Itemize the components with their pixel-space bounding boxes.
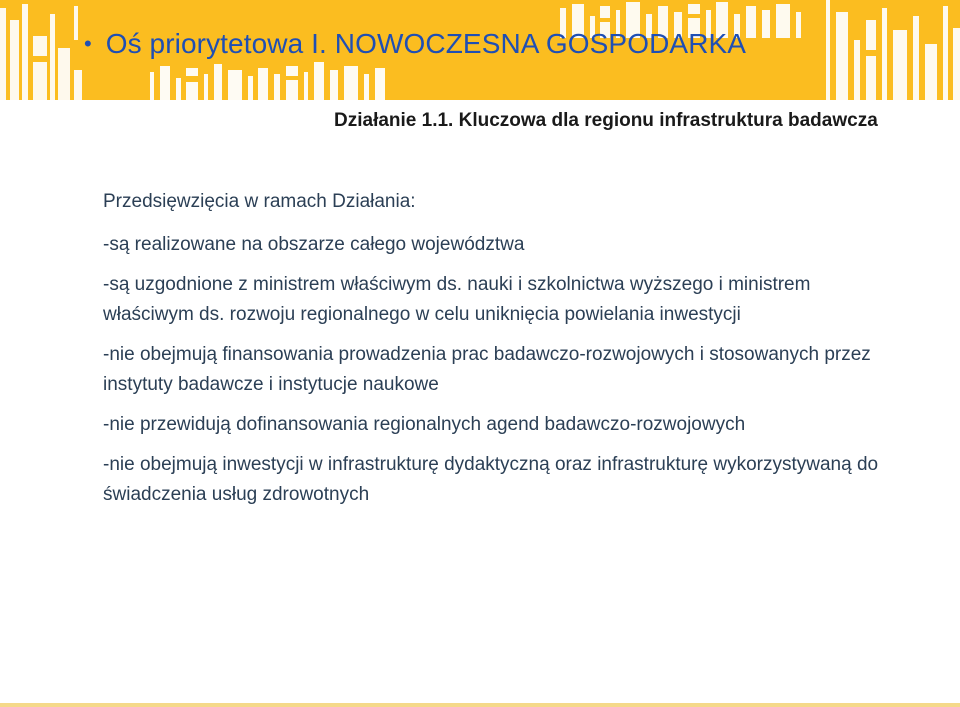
bottom-divider bbox=[0, 703, 960, 707]
slide-title: Oś priorytetowa I. NOWOCZESNA GOSPODARKA bbox=[105, 28, 747, 59]
list-item: -nie przewidują dofinansowania regionalnych agend badawczo-rozwojowych bbox=[103, 414, 746, 435]
bullet-icon: • bbox=[84, 31, 92, 56]
list-item: -są uzgodnione z ministrem właściwym ds. nauki i szkolnictwa wyższego i ministrem właściwym ds. rozwoju regionalnego w celu uniknięcia powielania inwestycji bbox=[103, 274, 811, 325]
content-heading: Przedsięwzięcia w ramach Działania: bbox=[103, 191, 416, 212]
list-item: -nie obejmują finansowania prowadzenia prac badawczo-rozwojowych i stosowanych przez instytuty badawcze i instytucje naukowe bbox=[103, 344, 871, 395]
slide-title-row bbox=[84, 30, 746, 58]
list-item: -są realizowane na obszarze całego województwa bbox=[103, 234, 525, 255]
content-body bbox=[103, 190, 893, 520]
list-item: -nie obejmują inwestycji w infrastrukturę dydaktyczną oraz infrastrukturę wykorzystywaną do świadczenia usług zdrowotnych bbox=[103, 454, 879, 505]
action-subtitle: Działanie 1.1. Kluczowa dla regionu infrastruktura badawcza bbox=[334, 110, 878, 131]
header-banner bbox=[0, 0, 960, 100]
